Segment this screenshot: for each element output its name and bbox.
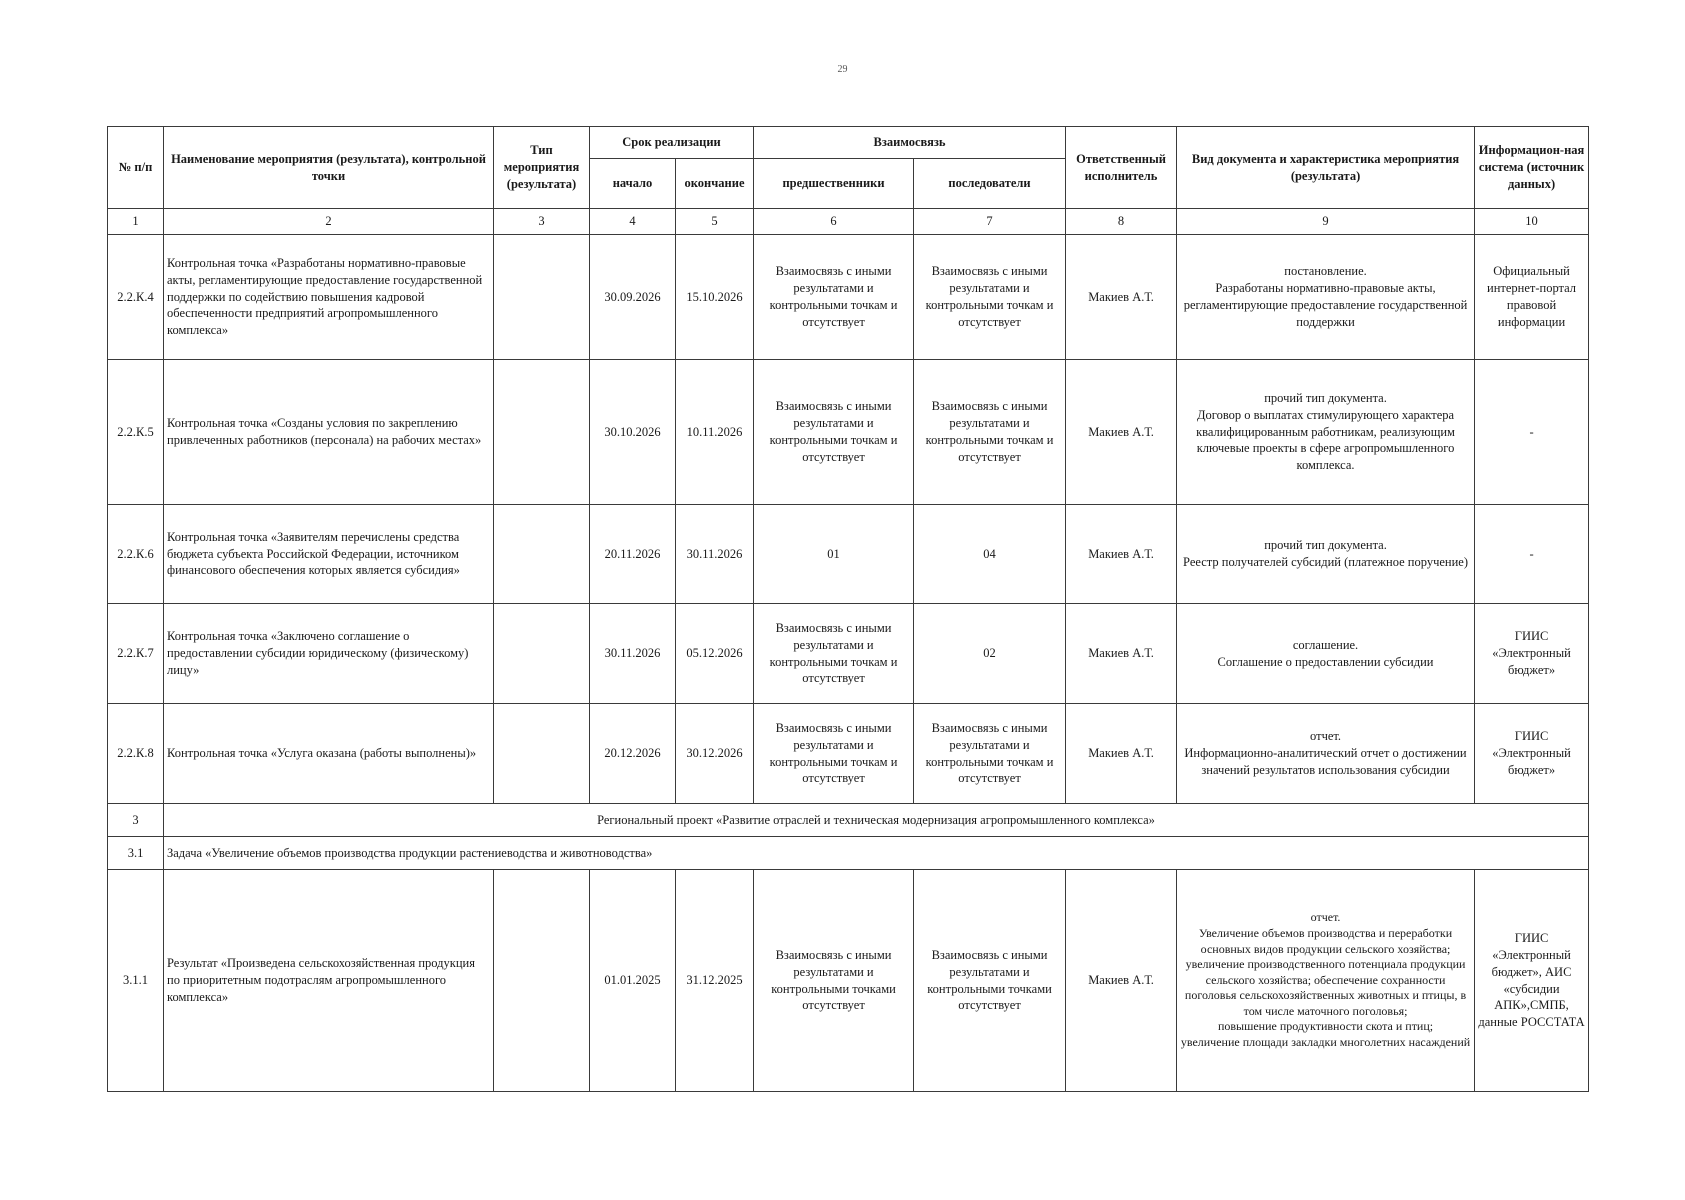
- header-responsible: Ответственный исполнитель: [1066, 127, 1177, 209]
- column-number-row: [108, 209, 1589, 235]
- header-end: окончание: [676, 159, 754, 209]
- page-number: 29: [837, 64, 848, 75]
- row-name: Контрольная точка «Заключено соглашение о предоставлении субсидии юридическому (физическому) лицу»: [164, 604, 494, 704]
- row-end-date: 15.10.2026: [676, 235, 754, 360]
- row-name: Результат «Произведена сельскохозяйственная продукция по приоритетным подотраслям агропромышленного комплекса»: [164, 870, 494, 1092]
- section-title: Региональный проект «Развитие отраслей и техническая модернизация агропромышленного комплекса»: [164, 804, 1589, 837]
- table-row: [108, 235, 1589, 360]
- header-period: Срок реализации: [590, 127, 754, 159]
- column-number: 7: [914, 209, 1066, 235]
- row-number: 2.2.К.7: [108, 604, 164, 704]
- task-title: Задача «Увеличение объемов производства продукции растениеводства и животноводства»: [164, 837, 1589, 870]
- row-name: Контрольная точка «Услуга оказана (работы выполнены)»: [164, 704, 494, 804]
- column-number: 9: [1177, 209, 1475, 235]
- table-row: [108, 505, 1589, 604]
- table-row: [108, 704, 1589, 804]
- header-document: Вид документа и характеристика мероприятия (результата): [1177, 127, 1475, 209]
- header-successors: последователи: [914, 159, 1066, 209]
- row-name: Контрольная точка «Заявителям перечислены средства бюджета субъекта Российской Федерации, источником финансового обеспечения которых является субсидия»: [164, 505, 494, 604]
- row-type: [494, 235, 590, 360]
- activity-plan-table: [107, 126, 1589, 1092]
- header-type: Тип мероприятия (результата): [494, 127, 590, 209]
- row-successors: Взаимосвязь с иными результатами и контрольными точкам и отсутствует: [914, 704, 1066, 804]
- header-name: Наименование мероприятия (результата), контрольной точки: [164, 127, 494, 209]
- row-predecessors: 01: [754, 505, 914, 604]
- row-infosystem: ГИИС «Электронный бюджет»: [1475, 604, 1589, 704]
- column-number: 8: [1066, 209, 1177, 235]
- row-successors: 02: [914, 604, 1066, 704]
- row-responsible: Макиев А.Т.: [1066, 360, 1177, 505]
- row-responsible: Макиев А.Т.: [1066, 604, 1177, 704]
- row-number: 2.2.К.5: [108, 360, 164, 505]
- row-start-date: 01.01.2025: [590, 870, 676, 1092]
- table-row: [108, 360, 1589, 505]
- row-predecessors: Взаимосвязь с иными результатами и контрольными точками отсутствует: [754, 870, 914, 1092]
- row-infosystem: ГИИС «Электронный бюджет», АИС «субсидии АПК»,СМПБ, данные РОССТАТА: [1475, 870, 1589, 1092]
- row-responsible: Макиев А.Т.: [1066, 704, 1177, 804]
- section-number: 3: [108, 804, 164, 837]
- header-relation: Взаимосвязь: [754, 127, 1066, 159]
- row-type: [494, 604, 590, 704]
- row-document: прочий тип документа. Договор о выплатах стимулирующего характера квалифицированным работникам, реализующим ключевые проекты в сфере агропромышленного комплекса.: [1177, 360, 1475, 505]
- row-predecessors: Взаимосвязь с иными результатами и контрольными точкам и отсутствует: [754, 235, 914, 360]
- row-start-date: 30.09.2026: [590, 235, 676, 360]
- row-responsible: Макиев А.Т.: [1066, 505, 1177, 604]
- row-start-date: 20.11.2026: [590, 505, 676, 604]
- row-document: соглашение. Соглашение о предоставлении субсидии: [1177, 604, 1475, 704]
- row-responsible: Макиев А.Т.: [1066, 870, 1177, 1092]
- row-number: 2.2.К.6: [108, 505, 164, 604]
- column-number: 10: [1475, 209, 1589, 235]
- row-number: 3.1.1: [108, 870, 164, 1092]
- column-number: 2: [164, 209, 494, 235]
- column-number: 5: [676, 209, 754, 235]
- column-number: 3: [494, 209, 590, 235]
- row-document: отчет. Информационно-аналитический отчет о достижении значений результатов использования субсидии: [1177, 704, 1475, 804]
- row-start-date: 20.12.2026: [590, 704, 676, 804]
- row-successors: Взаимосвязь с иными результатами и контрольными точкам и отсутствует: [914, 235, 1066, 360]
- row-name: Контрольная точка «Созданы условия по закреплению привлеченных работников (персонала) на рабочих местах»: [164, 360, 494, 505]
- row-successors: Взаимосвязь с иными результатами и контрольными точкам и отсутствует: [914, 360, 1066, 505]
- row-number: 2.2.К.8: [108, 704, 164, 804]
- row-name: Контрольная точка «Разработаны нормативно-правовые акты, регламентирующие предоставление государственной поддержки по содействию повышения кадровой обеспеченности предприятий агропромышленного комплекса»: [164, 235, 494, 360]
- row-start-date: 30.10.2026: [590, 360, 676, 505]
- row-end-date: 31.12.2025: [676, 870, 754, 1092]
- row-end-date: 10.11.2026: [676, 360, 754, 505]
- row-end-date: 05.12.2026: [676, 604, 754, 704]
- row-type: [494, 704, 590, 804]
- header-infosystem: Информацион-ная система (источник данных): [1475, 127, 1589, 209]
- row-predecessors: Взаимосвязь с иными результатами и контрольными точкам и отсутствует: [754, 604, 914, 704]
- table-row: [108, 604, 1589, 704]
- row-successors: Взаимосвязь с иными результатами и контрольными точками отсутствует: [914, 870, 1066, 1092]
- column-number: 6: [754, 209, 914, 235]
- task-row: [108, 837, 1589, 870]
- row-document: отчет. Увеличение объемов производства и переработки основных видов продукции сельского хозяйства; увеличение производственного потенциала продукции сельского хозяйства; обеспечение сохранности поголовья сельскохозяйственных животных и птицы, в том числе маточного поголовья; повышение продуктивности скота и птиц; увеличение площади закладки многолетних насаждений: [1177, 870, 1475, 1092]
- row-end-date: 30.11.2026: [676, 505, 754, 604]
- header-start: начало: [590, 159, 676, 209]
- row-number: 2.2.К.4: [108, 235, 164, 360]
- row-infosystem: Официальный интернет-портал правовой информации: [1475, 235, 1589, 360]
- row-predecessors: Взаимосвязь с иными результатами и контрольными точкам и отсутствует: [754, 704, 914, 804]
- row-infosystem: -: [1475, 505, 1589, 604]
- row-type: [494, 870, 590, 1092]
- row-successors: 04: [914, 505, 1066, 604]
- task-number: 3.1: [108, 837, 164, 870]
- row-document: постановление. Разработаны нормативно-правовые акты, регламентирующие предоставление государственной поддержки: [1177, 235, 1475, 360]
- row-responsible: Макиев А.Т.: [1066, 235, 1177, 360]
- column-number: 1: [108, 209, 164, 235]
- row-predecessors: Взаимосвязь с иными результатами и контрольными точкам и отсутствует: [754, 360, 914, 505]
- row-infosystem: -: [1475, 360, 1589, 505]
- row-end-date: 30.12.2026: [676, 704, 754, 804]
- row-document: прочий тип документа. Реестр получателей субсидий (платежное поручение): [1177, 505, 1475, 604]
- row-infosystem: ГИИС «Электронный бюджет»: [1475, 704, 1589, 804]
- header-number: № п/п: [108, 127, 164, 209]
- row-start-date: 30.11.2026: [590, 604, 676, 704]
- header-predecessors: предшественники: [754, 159, 914, 209]
- row-type: [494, 505, 590, 604]
- result-row: [108, 870, 1589, 1092]
- column-number: 4: [590, 209, 676, 235]
- row-type: [494, 360, 590, 505]
- section-row: [108, 804, 1589, 837]
